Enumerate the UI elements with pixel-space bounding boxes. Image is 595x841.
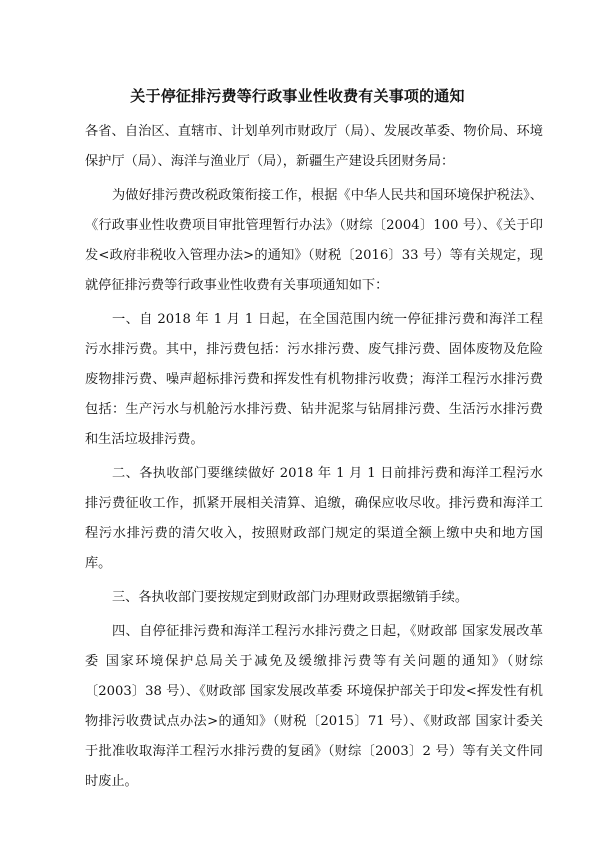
document-title: 关于停征排污费等行政事业性收费有关事项的通知 xyxy=(130,87,465,105)
paragraph-item-1: 一、自 2018 年 1 月 1 日起，在全国范围内统一停征排污费和海洋工程污水排污费。其中，排污费包括：污水排污费、废气排污费、固体废物及危险废物排污费、噪声超标排污费和挥发性有机物排污收费；海洋工程污水排污费包括：生产污水与机舱污水排污费、钻井泥浆与钻屑排污费、生活污水排污费和生活垃圾排污费。 xyxy=(85,312,543,447)
paragraph-item-3: 三、各执收部门要按规定到财政部门办理财政票据缴销手续。 xyxy=(112,590,469,605)
paragraph-item-2: 二、各执收部门要继续做好 2018 年 1 月 1 日前排污费和海洋工程污水排污费征收工作，抓紧开展相关清算、追缴，确保应收尽收。排污费和海洋工程污水排污费的清欠收入，按照财政部门规定的渠道全额上缴中央和地方国库。 xyxy=(85,466,543,571)
paragraph-item-4: 四、自停征排污费和海洋工程污水排污费之日起，《财政部 国家发展改革委 国家环境保护总局关于减免及缓缴排污费等有关问题的通知》（财综〔2003〕38 号）、《财政部 国家发展改革委 环境保护部关于印发<挥发性有机物排污收费试点办法>的通知》（财税〔2015〕71 号）、《财政部 国家计委关于批准收取海洋工程污水排污费的复函》（财综〔2003〕2 号）等有关文件同时废止。 xyxy=(85,624,543,789)
addressee: 各省、自治区、直辖市、计划单列市财政厅（局）、发展改革委、物价局、环境保护厅（局）、海洋与渔业厅（局），新疆生产建设兵团财务局： xyxy=(85,124,543,169)
paragraph-intro: 为做好排污费改税政策衔接工作，根据《中华人民共和国环境保护税法》、《行政事业性收费项目审批管理暂行办法》（财综〔2004〕100 号）、《关于印发<政府非税收入管理办法>的通知》（财税〔2016〕33 号）等有关规定，现就停征排污费等行政事业性收费有关事项通知如下： xyxy=(85,188,543,293)
document-body xyxy=(85,117,543,797)
